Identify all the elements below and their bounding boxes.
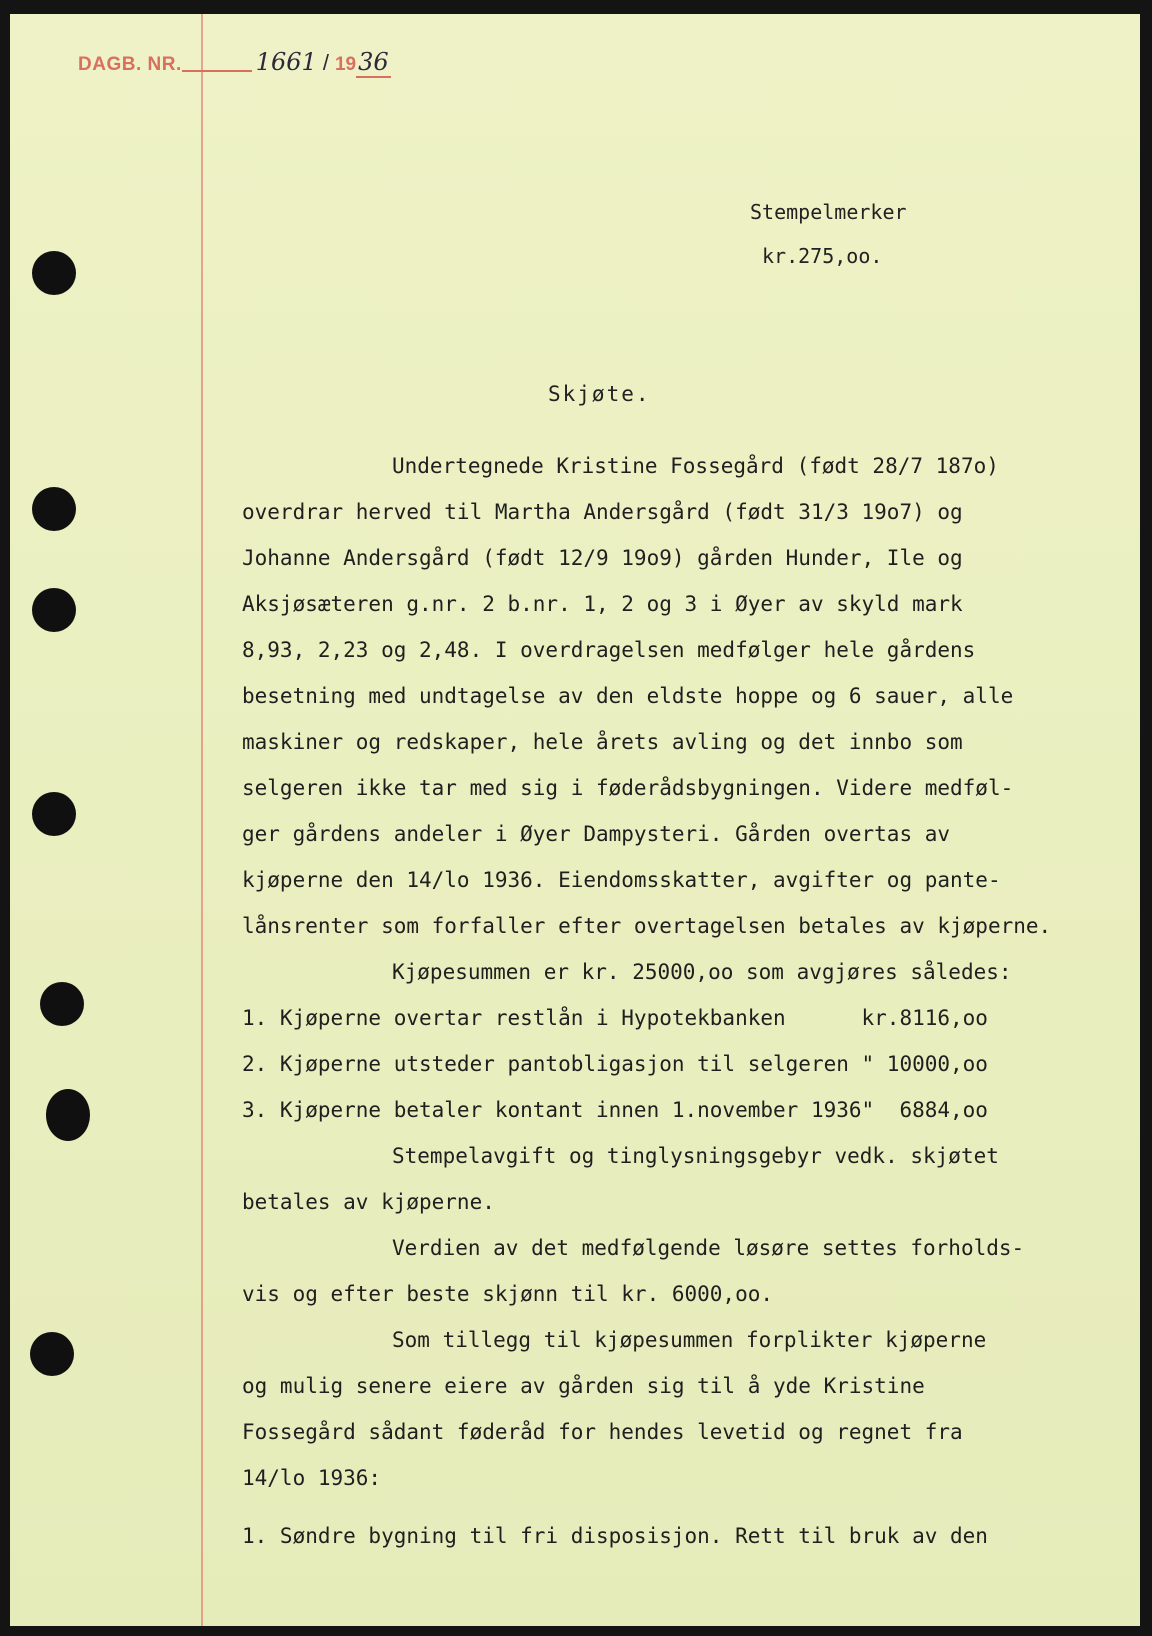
punch-hole: [32, 588, 76, 632]
journal-year-suffix: 36: [358, 48, 389, 76]
journal-slash: /: [322, 50, 329, 75]
payment-line: 2. Kjøperne utsteder pantobligasjon til selgeren " 10000,oo: [242, 1052, 988, 1076]
punch-hole: [46, 1089, 90, 1141]
body-line: og mulig senere eiere av gården sig til å yde Kristine: [242, 1374, 925, 1398]
body-line: lånsrenter som forfaller efter overtagelsen betales av kjøperne.: [242, 914, 1052, 938]
body-line: Johanne Andersgård (født 12/9 19o9) gården Hunder, Ile og: [242, 546, 963, 570]
punch-hole: [32, 487, 76, 531]
punch-hole: [30, 1332, 74, 1376]
document-page: [10, 14, 1140, 1626]
margin-line: [201, 14, 203, 1626]
body-line: 14/lo 1936:: [242, 1466, 382, 1490]
body-line: vis og efter beste skjønn til kr. 6000,oo.: [242, 1282, 774, 1306]
body-line: Verdien av det medfølgende løsøre settes forholds-: [392, 1236, 1025, 1260]
journal-underline: [182, 70, 252, 72]
body-line: Stempelavgift og tinglysningsgebyr vedk. skjøtet: [392, 1144, 999, 1168]
punch-hole: [32, 792, 76, 836]
stamp-amount: kr.275,oo.: [762, 244, 883, 268]
body-line: Som tillegg til kjøpesummen forplikter kjøperne: [392, 1328, 987, 1352]
body-line: 8,93, 2,23 og 2,48. I overdragelsen medfølger hele gårdens: [242, 638, 976, 662]
journal-number: 1661: [255, 48, 317, 76]
payment-line: 3. Kjøperne betaler kontant innen 1.november 1936" 6884,oo: [242, 1098, 988, 1122]
body-line: betales av kjøperne.: [242, 1190, 495, 1214]
body-line: maskiner og redskaper, hele årets avling og det innbo som: [242, 730, 963, 754]
punch-hole: [40, 982, 84, 1026]
body-line: Fossegård sådant føderåd for hendes levetid og regnet fra: [242, 1420, 963, 1444]
stamp-duty-block: [750, 190, 907, 278]
body-line: ger gårdens andeler i Øyer Dampysteri. Gården overtas av: [242, 822, 951, 846]
body-line: kjøperne den 14/lo 1936. Eiendomsskatter, avgifter og pante-: [242, 868, 1001, 892]
body-line: 1. Søndre bygning til fri disposisjon. Rett til bruk av den: [242, 1524, 988, 1548]
body-line: Undertegnede Kristine Fossegård (født 28/7 187o): [392, 454, 999, 478]
stamp-label: Stempelmerker: [750, 200, 907, 224]
body-line: Kjøpesummen er kr. 25000,oo som avgjøres således:: [392, 960, 1012, 984]
journal-year-prefix: 19: [334, 54, 357, 75]
journal-label: DAGB. NR.: [78, 54, 182, 75]
journal-number-header: [78, 48, 391, 82]
payment-line: 1. Kjøperne overtar restlån i Hypotekbanken kr.8116,oo: [242, 1006, 988, 1030]
body-line: overdrar herved til Martha Andersgård (født 31/3 19o7) og: [242, 500, 963, 524]
body-line: besetning med undtagelse av den eldste hoppe og 6 sauer, alle: [242, 684, 1014, 708]
body-line: Aksjøsæteren g.nr. 2 b.nr. 1, 2 og 3 i Øyer av skyld mark: [242, 592, 963, 616]
body-line: selgeren ikke tar med sig i føderådsbygningen. Videre medføl-: [242, 776, 1014, 800]
punch-hole: [32, 251, 76, 295]
document-title: Skjøte.: [548, 382, 651, 406]
